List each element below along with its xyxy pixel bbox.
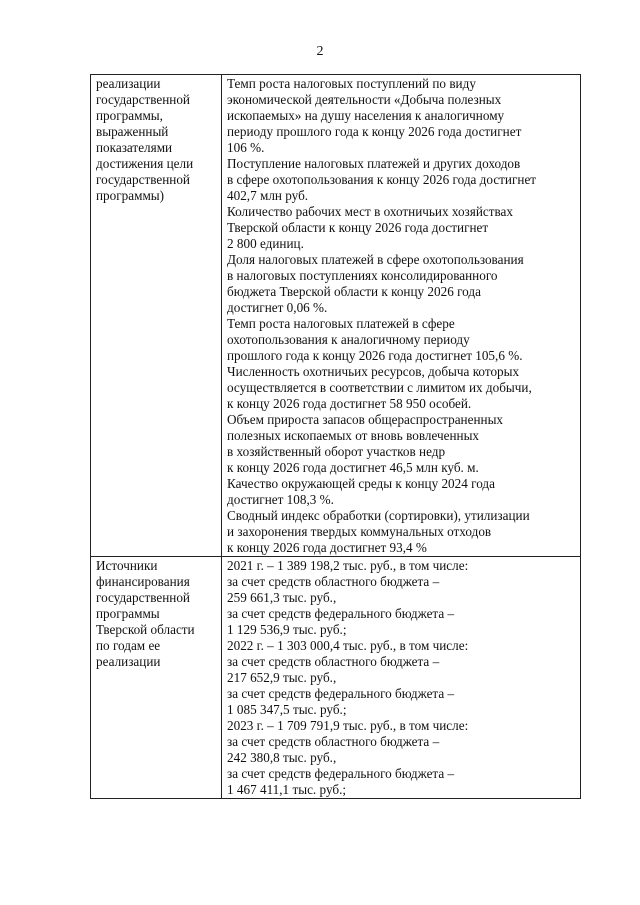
content-paragraph xyxy=(227,476,576,508)
content-paragraph xyxy=(227,156,576,204)
content-line: Численность охотничьих ресурсов, добыча которых xyxy=(227,364,520,379)
row-label-line: Тверской области xyxy=(96,622,195,637)
content-line: за счет средств областного бюджета – xyxy=(227,654,440,669)
content-line: бюджета Тверской области к концу 2026 года xyxy=(227,284,481,299)
content-line: 1 129 536,9 тыс. руб.; xyxy=(227,622,347,637)
content-line: 2022 г. – 1 303 000,4 тыс. руб., в том числе: xyxy=(227,638,469,653)
content-line: Качество окружающей среды к концу 2024 года xyxy=(227,476,495,491)
content-paragraph xyxy=(227,316,576,364)
content-line: в налоговых поступлениях консолидированного xyxy=(227,268,498,283)
content-line: и захоронения твердых коммунальных отходов xyxy=(227,524,492,539)
content-line: в хозяйственный оборот участков недр xyxy=(227,444,446,459)
row-label-line: выраженный xyxy=(96,124,169,139)
content-paragraph xyxy=(227,718,576,734)
content-line: за счет средств федерального бюджета – xyxy=(227,766,455,781)
content-paragraph xyxy=(227,558,576,574)
content-paragraph xyxy=(227,574,576,606)
table-row xyxy=(91,75,581,557)
content-paragraph xyxy=(227,508,576,556)
content-line: Объем прироста запасов общераспространенных xyxy=(227,412,504,427)
row-label-line: программы) xyxy=(96,188,165,203)
row-label-line: реализации xyxy=(96,654,161,669)
content-line: Тверской области к концу 2026 года достигнет xyxy=(227,220,489,235)
content-paragraph xyxy=(227,252,576,316)
row-label-line: реализации xyxy=(96,76,161,91)
table-row xyxy=(91,557,581,799)
content-line: к концу 2026 года достигнет 46,5 млн куб. м. xyxy=(227,460,479,475)
row-label-line: достижения цели xyxy=(96,156,194,171)
content-line: периоду прошлого года к концу 2026 года достигнет xyxy=(227,124,522,139)
content-line: за счет средств областного бюджета – xyxy=(227,734,440,749)
content-line: к концу 2026 года достигнет 93,4 % xyxy=(227,540,427,555)
row-label-line: государственной xyxy=(96,92,190,107)
content-line: экономической деятельности «Добыча полезных xyxy=(227,92,502,107)
content-line: охотопользования к аналогичному периоду xyxy=(227,332,470,347)
row-label-line: показателями xyxy=(96,140,173,155)
content-paragraph xyxy=(227,412,576,476)
content-paragraph xyxy=(227,766,576,798)
content-line: 217 652,9 тыс. руб., xyxy=(227,670,337,685)
content-line: Темп роста налоговых платежей в сфере xyxy=(227,316,455,331)
row-label-line: государственной xyxy=(96,172,190,187)
content-line: Сводный индекс обработки (сортировки), утилизации xyxy=(227,508,530,523)
content-line: 106 %. xyxy=(227,140,265,155)
content-line: 259 661,3 тыс. руб., xyxy=(227,590,337,605)
content-line: Доля налоговых платежей в сфере охотопользования xyxy=(227,252,524,267)
content-line: достигнет 0,06 %. xyxy=(227,300,328,315)
content-paragraph xyxy=(227,654,576,686)
row-label-line: программы xyxy=(96,606,160,621)
content-line: 242 380,8 тыс. руб., xyxy=(227,750,337,765)
content-line: 1 467 411,1 тыс. руб.; xyxy=(227,782,347,797)
row-label-line: программы, xyxy=(96,108,163,123)
content-line: прошлого года к концу 2026 года достигнет 105,6 %. xyxy=(227,348,523,363)
row-label-line: финансирования xyxy=(96,574,190,589)
content-line: в сфере охотопользования к концу 2026 года достигнет xyxy=(227,172,537,187)
page-number: 2 xyxy=(316,44,324,59)
content-paragraph xyxy=(227,364,576,412)
row-label-cell xyxy=(91,75,222,557)
row-label-line: по годам ее xyxy=(96,638,161,653)
content-paragraph xyxy=(227,204,576,252)
content-line: за счет средств федерального бюджета – xyxy=(227,686,455,701)
content-paragraph xyxy=(227,76,576,156)
row-label-line: Источники xyxy=(96,558,158,573)
row-label-line: государственной xyxy=(96,590,190,605)
row-content-cell xyxy=(222,75,581,557)
content-paragraph xyxy=(227,606,576,638)
content-line: 2023 г. – 1 709 791,9 тыс. руб., в том числе: xyxy=(227,718,469,733)
content-line: 402,7 млн руб. xyxy=(227,188,309,203)
content-paragraph xyxy=(227,734,576,766)
content-paragraph xyxy=(227,686,576,718)
content-line: осуществляется в соответствии с лимитом их добычи, xyxy=(227,380,532,395)
content-line: за счет средств федерального бюджета – xyxy=(227,606,455,621)
content-line: достигнет 108,3 %. xyxy=(227,492,334,507)
content-paragraph xyxy=(227,638,576,654)
content-line: Количество рабочих мест в охотничьих хозяйствах xyxy=(227,204,513,219)
row-content-cell xyxy=(222,557,581,799)
content-line: 1 085 347,5 тыс. руб.; xyxy=(227,702,347,717)
content-line: 2021 г. – 1 389 198,2 тыс. руб., в том числе: xyxy=(227,558,469,573)
content-line: за счет средств областного бюджета – xyxy=(227,574,440,589)
content-line: ископаемых» на душу населения к аналогичному xyxy=(227,108,505,123)
content-line: к концу 2026 года достигнет 58 950 особей. xyxy=(227,396,472,411)
program-passport-table xyxy=(90,74,581,799)
content-line: 2 800 единиц. xyxy=(227,236,304,251)
content-line: полезных ископаемых от вновь вовлеченных xyxy=(227,428,480,443)
row-label-cell xyxy=(91,557,222,799)
content-line: Темп роста налоговых поступлений по виду xyxy=(227,76,476,91)
content-line: Поступление налоговых платежей и других доходов xyxy=(227,156,521,171)
